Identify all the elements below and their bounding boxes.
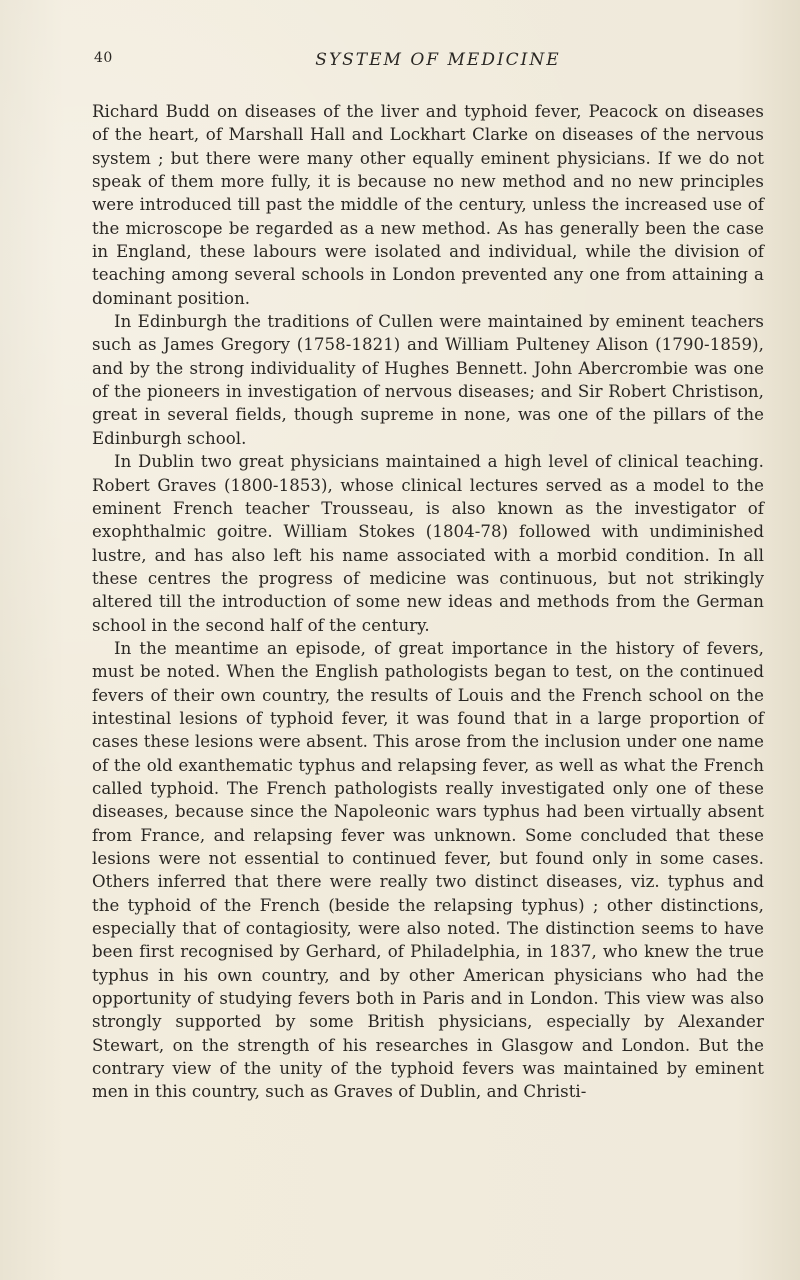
paragraph-budd-peacock: Richard Budd on diseases of the liver and typhoid fever, Peacock on diseases of the heart, of Marshall Hall and Lockhart Clarke on diseases of the nervous system ; but there were many other equally eminent physicians. If we do not speak of them more fully, it is because no new method and no new principles were introduced till past the middle of the century, unless the increased use of the microscope be regarded as a new method. As has generally been the case in England, these labours were isolated and individual, while the division of teaching among several schools in London prevented any one from attaining a dominant position. [92, 102, 764, 308]
running-head: SYSTEM OF MEDICINE [315, 50, 561, 70]
page-header [92, 50, 764, 80]
body-text [92, 100, 764, 1104]
page-number: 40 [94, 50, 113, 66]
paragraph-edinburgh: In Edinburgh the traditions of Cullen were maintained by eminent teachers such as James Gregory (1758-1821) and William Pulteney Alison (1790-1859), and by the strong individuality of Hughes Bennett. John Abercrombie was one of the pioneers in investigation of nervous diseases; and Sir Robert Christison, great in several fields, though supreme in none, was one of the pillars of the Edinburgh school. [92, 312, 764, 448]
paragraph-fevers: In the meantime an episode, of great importance in the history of fevers, must be noted. When the English pathologists began to test, on the continued fevers of their own country, the results of Louis and the French school on the intestinal lesions of typhoid fever, it was found that in a large proportion of cases these lesions were absent. This arose from the inclusion under one name of the old exanthematic typhus and relapsing fever, as well as what the French called typhoid. The French pathologists really investigated only one of these diseases, because since the Napoleonic wars typhus had been virtually absent from France, and relapsing fever was unknown. Some concluded that these lesions were not essential to continued fever, but found only in some cases. Others inferred that there were really two distinct diseases, viz. typhus and the typhoid of the French (beside the relapsing typhus) ; other distinctions, especially that of contagiosity, were also noted. The distinction seems to have been first recognised by Gerhard, of Philadelphia, in 1837, who knew the true typhus in his own country, and by other American physicians who had the opportunity of studying fevers both in Paris and in London. This view was also strongly supported by some British physicians, especially by Alexander Stewart, on the strength of his researches in Glasgow and London. But the contrary view of the unity of the typhoid fevers was maintained by eminent men in this country, such as Graves of Dublin, and Christi- [92, 638, 764, 1102]
paragraph-dublin: In Dublin two great physicians maintained a high level of clinical teaching. Robert Graves (1800-1853), whose clinical lectures served as a model to the eminent French teacher Trousseau, is also known as the investigator of exophthalmic goitre. William Stokes (1804-78) followed with undiminished lustre, and has also left his name associated with a morbid condition. In all these centres the progress of medicine was continuous, but not strikingly altered till the introduction of some new ideas and methods from the German school in the second half of the century. [92, 452, 764, 635]
